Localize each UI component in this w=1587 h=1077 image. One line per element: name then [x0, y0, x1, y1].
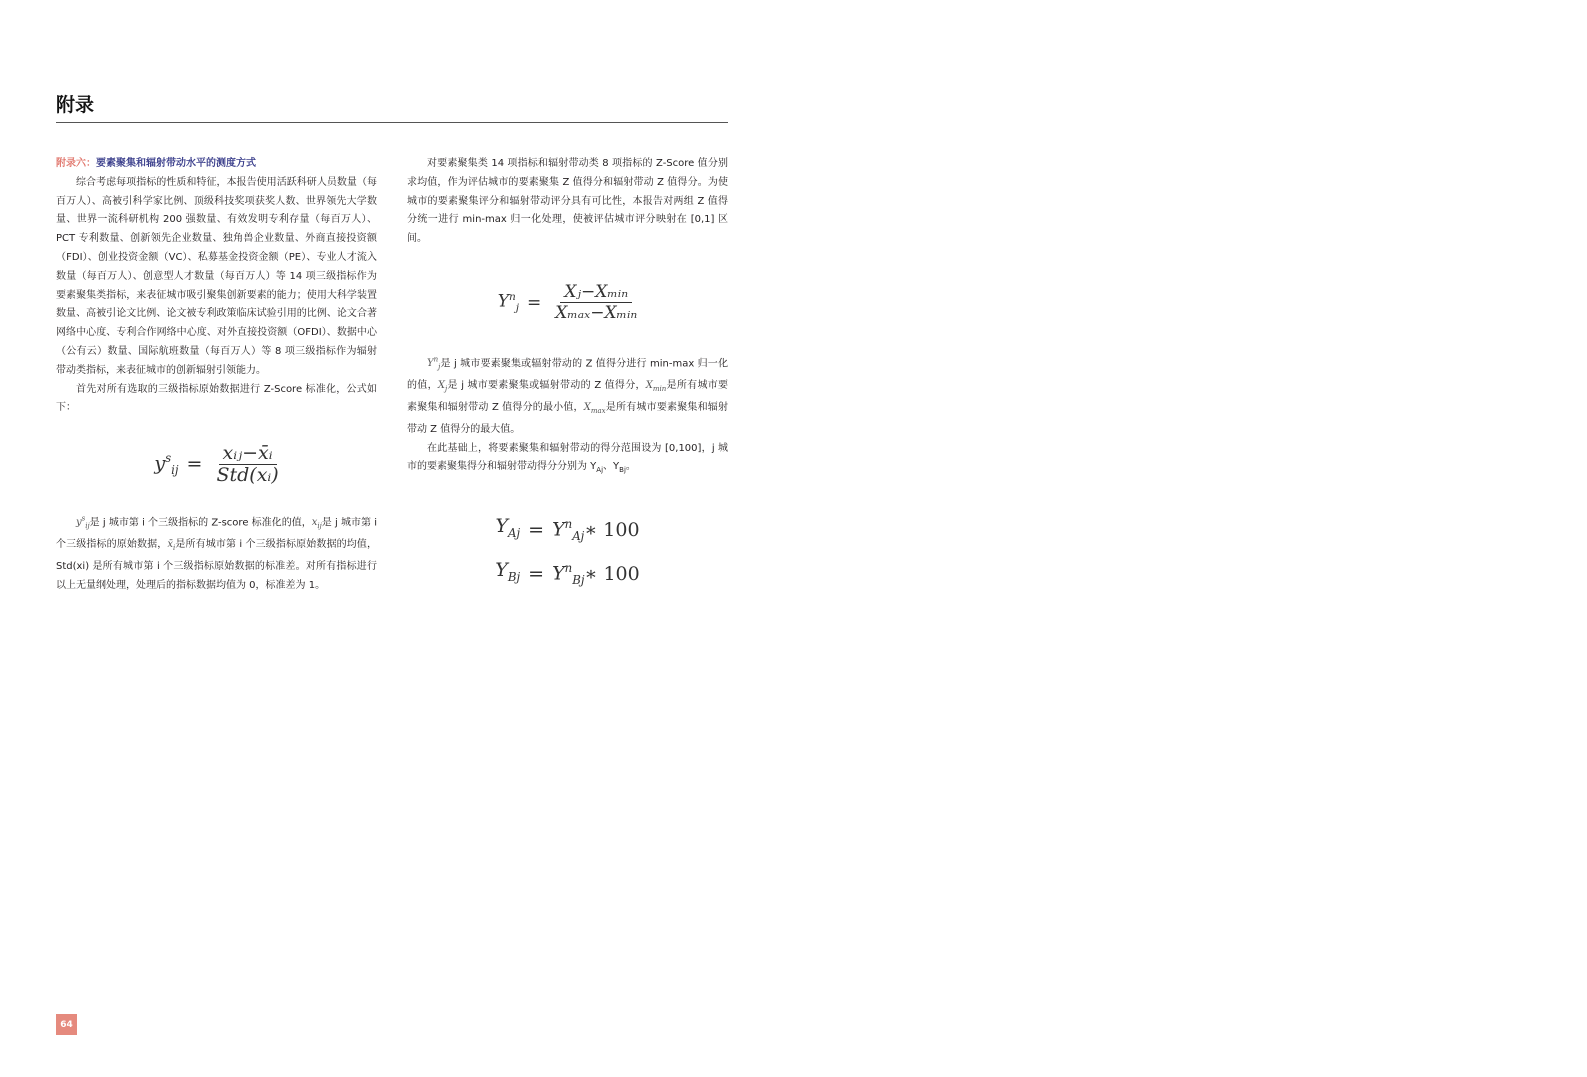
section-heading-title: 要素聚集和辐射带动水平的测度方式 [96, 158, 256, 169]
symbol-xj: $X_j$ [437, 380, 448, 394]
body-paragraph-normalization: 对要素聚集类 14 项指标和辐射带动类 8 项指标的 Z-Score 值分别求均值，作为评估城市的要素聚集 Z 值得分和辐射带动 Z 值得分。为使城市的要素聚集评分和辐射带动评分具有可比性，本报告对两组 Z 值得分统一进行 min-max 归一化处理，使被评估城市评分映射在 [0,1] 区间。 [407, 158, 728, 245]
zscore-formula-lhs: $y^s_{ij}$ [154, 450, 179, 477]
zscore-denominator: Std(xᵢ) [216, 463, 279, 486]
header-divider [56, 122, 728, 123]
zscore-numerator: xᵢⱼ−x̄ᵢ [219, 444, 277, 465]
score-formulas [407, 508, 728, 596]
symbol-yj-n: $Y^n_j$ [427, 355, 441, 372]
minmax-formula-lhs: $Y^n_j$ [497, 291, 519, 315]
page-number-badge: 64 [56, 1014, 77, 1035]
body-paragraph-minmax-explain: $Y^n_j$是 j 城市要素聚集或辐射带动的 Z 值得分进行 min-max 归一化的值，$X_j$是 j 城市要素聚集或辐射带动的 Z 值得分，$X_{min}$是所有城市要素聚集和辐射带动 Z 值得分的最小值，$X_{max}$是所有城市要素聚集和辐射带动 Z 值得分的最大值。 [407, 355, 729, 435]
minmax-formula: $Y^n_j$ = $\frac{\text{Xⱼ−Xₘᵢₙ}}{\text{Xₘₐₓ−Xₘᵢₙ}}$ [497, 281, 638, 324]
zscore-formula: $y^s_{ij}$ = $\frac{\text{xᵢⱼ−x̄ᵢ}}{\text{Std(xᵢ)}}$ [154, 441, 279, 486]
symbol-yij-s: $y^s_{ij}$ [76, 515, 90, 531]
symbol-xij: $x_{ij}$ [311, 517, 322, 531]
ya-formula: $Y_{Aj}$ = $Y^n_{Aj}$ ∗ 100 [495, 515, 640, 543]
symbol-xbar-i: $x̄_i$ [167, 539, 176, 553]
body-paragraph-score-range: 在此基础上，将要素聚集和辐射带动的得分范围设为 [0,100]，j 城市的要素聚集得分和辐射带动得分分别为 $Y_{Aj}$、$Y_{Bj}$。 [407, 442, 728, 475]
symbol-xmin: $X_{min}$ [645, 380, 667, 394]
page-header-title: 附录 [56, 94, 95, 116]
body-paragraph-indicators: 综合考虑每项指标的性质和特征，本报告使用活跃科研人员数量（每百万人）、高被引科学家比例、顶级科技奖项获奖人数、世界领先大学数量、世界一流科研机构 200 强数量、有效发明专利存量（每百万人）、PCT 专利数量、创新领先企业数量、独角兽企业数量、外商直接投资额（FDI）、创业投资金额（VC）、私募基金投资金额（PE）、专业人才流入数量（每百万人）、创意型人才数量（每百万人）等 14 项三级指标作为要素聚集类指标，来表征城市吸引聚集创新要素的能力；使用大科学装置数量、高被引论文比例、论文被专利政策临床试验引用的比例、论文合著网络中心度、专利合作网络中心度、对外直接投资额（OFDI）、数据中心（公有云）数量、国际航班数量（每百万人）等 8 项三级指标作为辐射带动类指标，来表征城市的创新辐射引领能力。 [56, 176, 377, 376]
section-heading-number: 附录六： [56, 158, 96, 169]
right-column [407, 155, 728, 596]
minmax-fraction [555, 283, 637, 324]
yb-formula: $Y_{Bj}$ = $Y^n_{Bj}$ ∗ 100 [495, 559, 640, 587]
body-paragraph-zscore-explain: $y^s_{ij}$是 j 城市第 i 个三级指标的 Z-score 标准化的值，$x_{ij}$是 j 城市第 i 个三级指标的原始数据，$x̄_i$是所有城市第 i 个三级指标原始数据的均值，Std(xi) 是所有城市第 i 个三级指标原始数据的标准差。对所有指标进行以上无量纲处理，处理后的指标数据均值为 0，标准差为 1。 [56, 515, 378, 591]
minmax-denominator: Xₘₐₓ−Xₘᵢₙ [555, 303, 638, 324]
body-paragraph-zscore-intro: 首先对所有选取的三级指标原始数据进行 Z-Score 标准化，公式如下： [56, 383, 377, 414]
left-column [56, 155, 377, 596]
symbol-xmax: $X_{max}$ [583, 401, 606, 415]
section-heading [56, 155, 377, 174]
minmax-numerator: Xⱼ−Xₘᵢₙ [560, 283, 632, 304]
